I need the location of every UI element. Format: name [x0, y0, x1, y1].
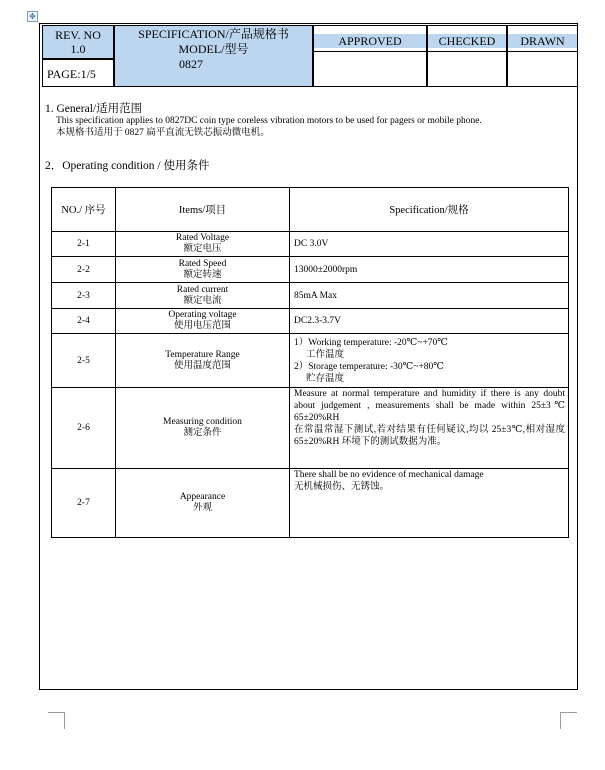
row-no: 2-2	[52, 257, 116, 283]
row-spec-line: 工作温度	[306, 349, 345, 360]
checked-signature-cell	[427, 51, 507, 87]
header-specification: Specification/规格	[290, 188, 569, 232]
section-operating-title: 2．Operating condition / 使用条件	[45, 160, 210, 172]
row-item	[116, 257, 290, 283]
row-item-cn: 使用温度范围	[173, 360, 231, 371]
spec-table	[51, 187, 569, 538]
approved-label: APPROVED	[338, 34, 402, 48]
row-spec-line: 13000±2000rpm	[294, 264, 358, 275]
drawn-label: DRAWN	[520, 34, 565, 48]
header-items: Items/项目	[116, 188, 290, 232]
row-item-en: Rated current	[176, 284, 229, 295]
row-spec	[290, 283, 569, 309]
row-item-cn: 测定条件	[183, 428, 222, 438]
header-no: NO./ 序号	[52, 188, 116, 232]
row-spec	[290, 257, 569, 283]
row-item	[116, 309, 290, 334]
row-item-cn: 额定转速	[183, 269, 222, 280]
drawn-signature-cell	[507, 51, 578, 87]
model-label: MODEL/型号	[178, 42, 249, 56]
row-item-cn: 外观	[192, 503, 212, 513]
drawn-header	[507, 25, 578, 51]
row-item	[116, 469, 290, 538]
row-item-en: Measuring condition	[163, 417, 242, 427]
row-item-en: Rated Voltage	[175, 233, 230, 243]
row-no: 2-1	[52, 232, 116, 257]
row-spec	[290, 388, 569, 469]
row-item	[116, 334, 290, 388]
model-value: 0827	[179, 57, 203, 71]
table-header-row	[52, 188, 569, 232]
table-row	[52, 232, 569, 257]
row-item-cn: 额定电压	[183, 244, 222, 254]
row-item	[116, 232, 290, 257]
row-spec-line: DC2.3-3.7V	[294, 316, 341, 326]
table-move-handle-icon[interactable]: ✥	[27, 11, 38, 22]
row-spec-line: Measure at normal temperature and humidity if there is any doubt about judgement , measurements shall be made within 25±3℃ 65±20%RH	[294, 389, 565, 423]
table-row	[52, 283, 569, 309]
row-spec	[290, 469, 569, 538]
row-spec-line: DC 3.0V	[294, 239, 329, 249]
row-no: 2-7	[52, 469, 116, 538]
page-number: PAGE:1/5	[42, 59, 114, 87]
rev-value: 1.0	[70, 42, 86, 56]
row-item-en: Rated Speed	[178, 258, 227, 269]
row-no: 2-6	[52, 388, 116, 469]
row-no: 2-5	[52, 334, 116, 388]
approved-signature-cell	[313, 51, 427, 87]
row-spec-line: 无机械损伤、无锈蚀。	[294, 482, 390, 492]
spec-cell	[114, 25, 313, 87]
table-row	[52, 469, 569, 538]
checked-label: CHECKED	[438, 34, 496, 48]
row-spec	[290, 309, 569, 334]
table-row	[52, 309, 569, 334]
row-item-en: Appearance	[179, 492, 226, 502]
row-spec	[290, 334, 569, 388]
approved-header	[313, 25, 427, 51]
table-row	[52, 257, 569, 283]
table-row	[52, 334, 569, 388]
row-spec	[290, 232, 569, 257]
row-item-cn: 使用电压范围	[173, 321, 231, 331]
row-item-en: Temperature Range	[165, 349, 240, 360]
rev-label: REV. NO	[55, 28, 101, 42]
spec-title: SPECIFICATION/产品规格书	[138, 27, 289, 41]
checked-header	[427, 25, 507, 51]
table-row	[52, 388, 569, 469]
row-spec-line: 贮存温度	[306, 373, 345, 384]
section-general-title: 1. General/适用范围	[45, 103, 143, 115]
section-general-en: This specification applies to 0827DC coin type coreless vibration motors to be used for pagers or mobile phone.	[56, 116, 482, 126]
crop-mark-right	[560, 712, 577, 729]
row-item	[116, 283, 290, 309]
rev-cell	[42, 25, 114, 59]
crop-mark-left	[48, 712, 65, 729]
section-general	[45, 103, 482, 139]
row-spec-line: 1）Working temperature: -20℃~+70℃	[294, 337, 448, 348]
row-item	[116, 388, 290, 469]
row-spec-line: 2）Storage temperature: -30℃~+80℃	[294, 361, 444, 372]
row-item-cn: 额定电流	[183, 295, 222, 306]
section-general-cn: 本规格书适用于 0827 扁平直流无铁芯振动微电机。	[56, 128, 270, 138]
row-spec-line: 85mA Max	[294, 290, 338, 301]
row-item-en: Operating voltage	[168, 310, 237, 320]
row-no: 2-3	[52, 283, 116, 309]
row-no: 2-4	[52, 309, 116, 334]
row-spec-line: There shall be no evidence of mechanical damage	[294, 470, 484, 480]
row-spec-line: 在常温常湿下测试,若对结果有任何疑议,均以 25±3℃,相对湿度 65±20%RH 环境下的测试数据为准。	[294, 425, 565, 447]
